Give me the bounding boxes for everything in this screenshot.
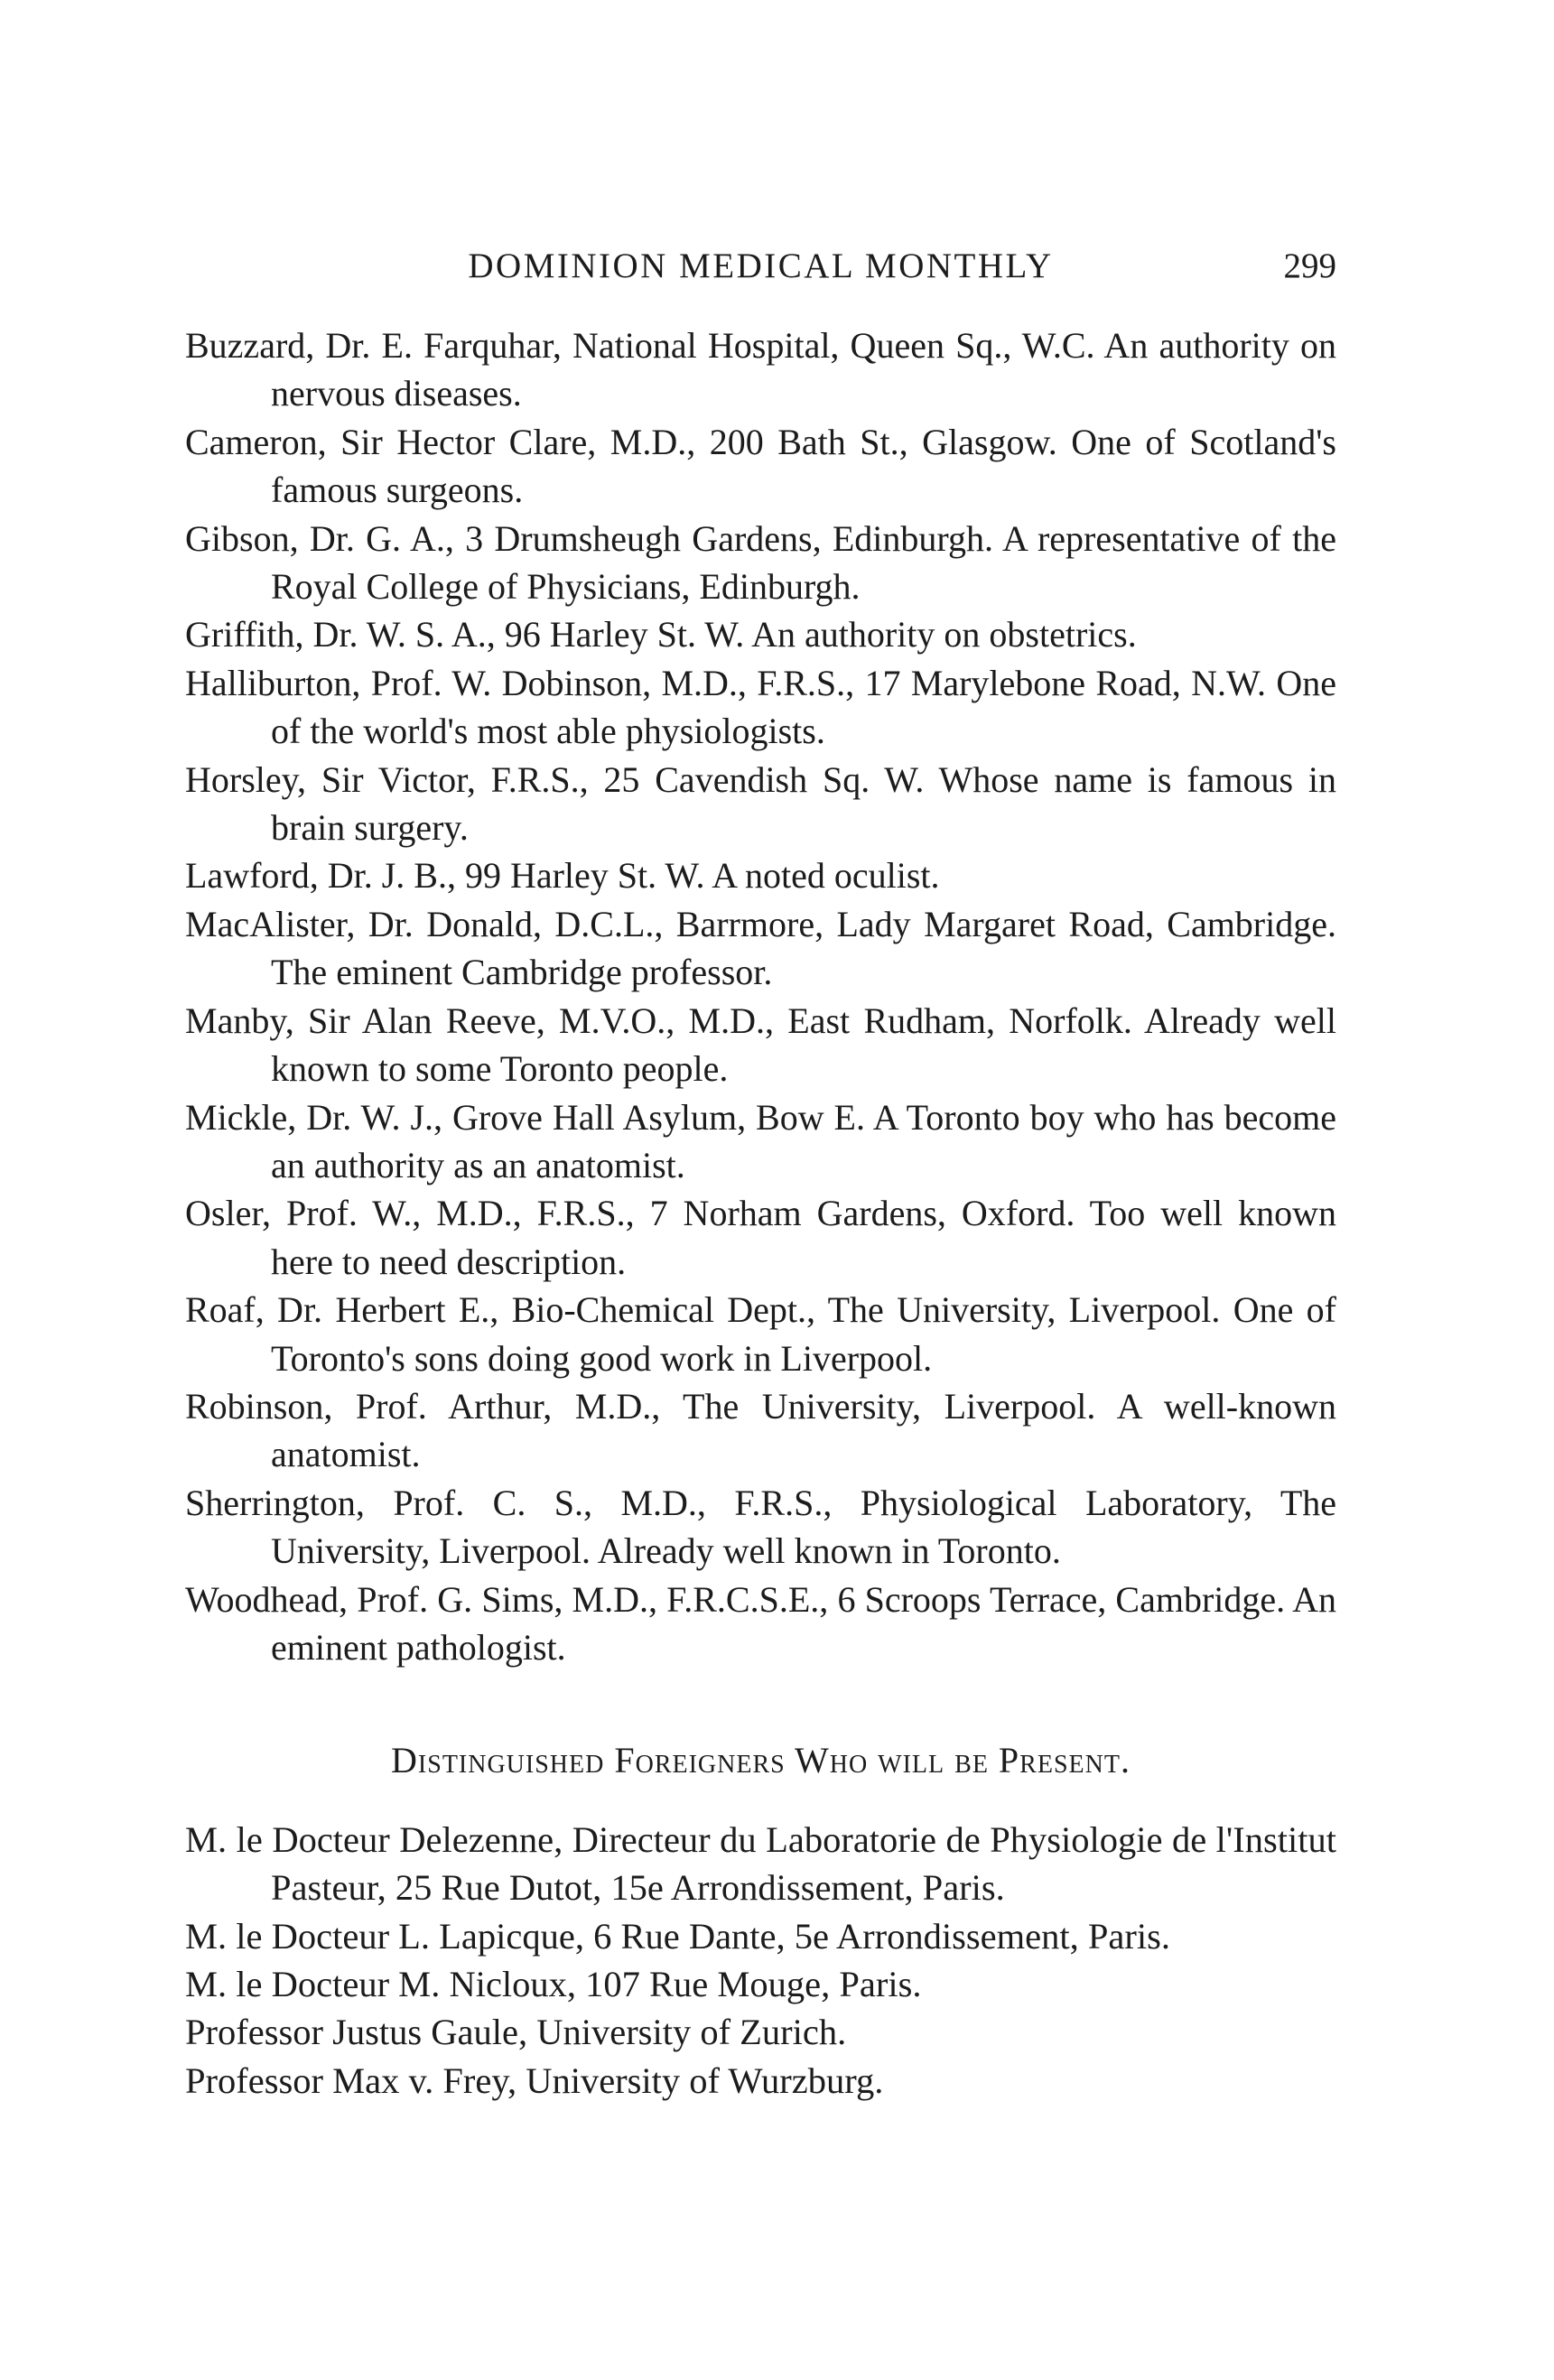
page-body <box>185 321 1336 2105</box>
list-entry: M. le Docteur Delezenne, Directeur du Laboratorie de Physiologie de l'Institut Pasteur, 25 Rue Dutot, 15e Arrondissement, Paris. <box>185 1818 1336 1909</box>
list-entry: M. le Docteur L. Lapicque, 6 Rue Dante, 5e Arrondissement, Paris. <box>185 1915 1170 1957</box>
list-entry: Lawford, Dr. J. B., 99 Harley St. W. A noted oculist. <box>185 855 940 897</box>
running-head <box>185 244 1336 289</box>
list-entry: Horsley, Sir Victor, F.R.S., 25 Cavendish Sq. W. Whose name is famous in brain surgery. <box>185 758 1336 849</box>
british-visitors-list <box>185 321 1336 1671</box>
running-title: DOMINION MEDICAL MONTHLY <box>468 246 1054 285</box>
list-entry: Osler, Prof. W., M.D., F.R.S., 7 Norham Gardens, Oxford. Too well known here to need description. <box>185 1193 1336 1282</box>
list-entry: Manby, Sir Alan Reeve, M.V.O., M.D., East Rudham, Norfolk. Already well known to some Toronto people. <box>185 999 1336 1090</box>
list-entry: Roaf, Dr. Herbert E., Bio-Chemical Dept., The University, Liverpool. One of Toronto's sons doing good work in Liverpool. <box>185 1289 1336 1379</box>
list-entry: Professor Justus Gaule, University of Zurich. <box>185 2012 847 2053</box>
list-entry: Cameron, Sir Hector Clare, M.D., 200 Bath St., Glasgow. One of Scotland's famous surgeons. <box>185 421 1336 511</box>
section-heading: Distinguished Foreigners Who will be Present. <box>391 1740 1131 1781</box>
list-entry: Buzzard, Dr. E. Farquhar, National Hospital, Queen Sq., W.C. An authority on nervous diseases. <box>185 325 1336 414</box>
list-entry: Gibson, Dr. G. A., 3 Drumsheugh Gardens, Edinburgh. A representative of the Royal College of Physicians, Edinburgh. <box>185 517 1336 608</box>
list-entry: Woodhead, Prof. G. Sims, M.D., F.R.C.S.E., 6 Scroops Terrace, Cambridge. An eminent pathologist. <box>185 1578 1336 1668</box>
list-entry: Sherrington, Prof. C. S., M.D., F.R.S., Physiological Laboratory, The University, Liverpool. Already well known in Toronto. <box>185 1482 1336 1572</box>
list-entry: Halliburton, Prof. W. Dobinson, M.D., F.R.S., 17 Marylebone Road, N.W. One of the world's most able physiologists. <box>185 662 1336 752</box>
list-entry: M. le Docteur M. Nicloux, 107 Rue Mouge, Paris. <box>185 1964 922 2004</box>
list-entry: MacAlister, Dr. Donald, D.C.L., Barrmore, Lady Margaret Road, Cambridge. The eminent Cambridge professor. <box>185 903 1336 993</box>
list-entry: Mickle, Dr. W. J., Grove Hall Asylum, Bow E. A Toronto boy who has become an authority as an anatomist. <box>185 1096 1336 1185</box>
list-entry: Griffith, Dr. W. S. A., 96 Harley St. W. An authority on obstetrics. <box>185 614 1137 655</box>
list-entry: Robinson, Prof. Arthur, M.D., The University, Liverpool. A well-known anatomist. <box>185 1385 1336 1475</box>
page-number: 299 <box>1283 246 1336 285</box>
foreign-visitors-list <box>185 1816 1336 2105</box>
list-entry: Professor Max v. Frey, University of Wurzburg. <box>185 2059 884 2101</box>
